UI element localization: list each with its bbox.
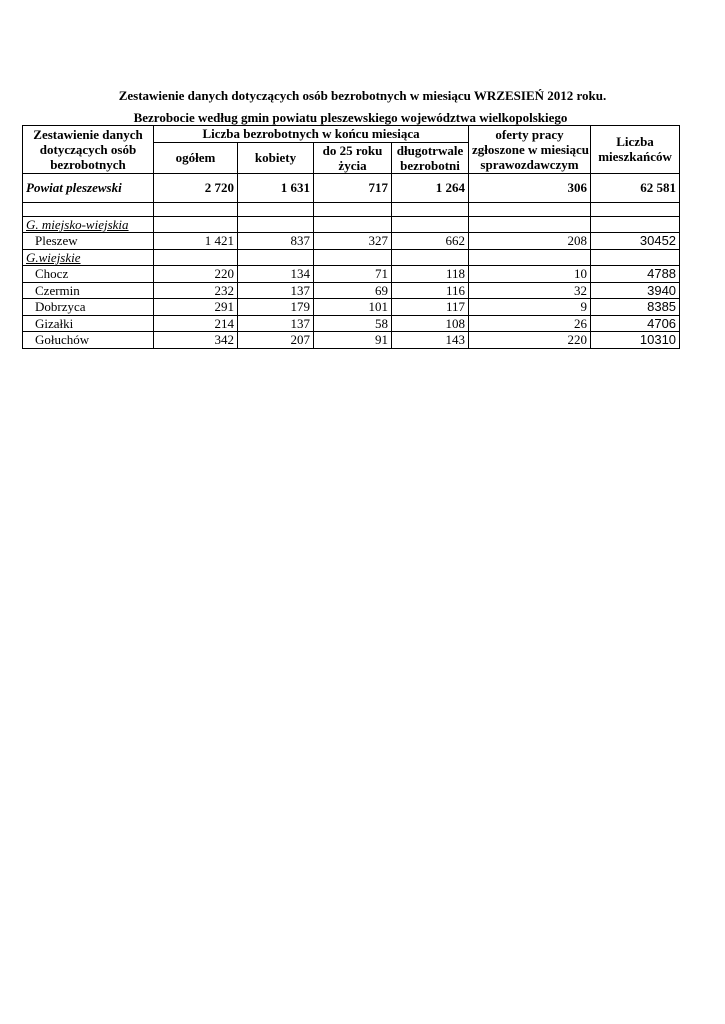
table-row-powiat <box>23 173 680 202</box>
cell-name: Chocz <box>23 266 154 283</box>
document-title: Zestawienie danych dotyczących osób bezrobotnych w miesiącu WRZESIEŃ 2012 roku. <box>118 88 607 103</box>
cell-ogolem: 342 <box>154 332 238 349</box>
header-zestawienie: Zestawienie danych dotyczących osób bezrobotnych <box>23 126 154 174</box>
cell-oferty: 10 <box>469 266 591 283</box>
cell-mieszk: 3940 <box>591 282 680 299</box>
cell-oferty: 26 <box>469 315 591 332</box>
cell-ogolem: 214 <box>154 315 238 332</box>
group-label: G. miejsko-wiejskia <box>23 216 154 233</box>
header-kobiety: kobiety <box>238 142 314 173</box>
cell-oferty: 220 <box>469 332 591 349</box>
header-mieszkancow: Liczba mieszkańców <box>591 126 680 174</box>
cell-name: Gołuchów <box>23 332 154 349</box>
cell-kobiety: 137 <box>238 282 314 299</box>
cell-do25: 58 <box>314 315 392 332</box>
cell-name: Gizałki <box>23 315 154 332</box>
cell-mieszk: 4788 <box>591 266 680 283</box>
cell-mieszk: 8385 <box>591 299 680 316</box>
table-subtitle: Bezrobocie według gmin powiatu pleszewskiego województwa wielkopolskiego <box>133 110 568 125</box>
cell-oferty: 306 <box>469 173 591 202</box>
cell-oferty: 9 <box>469 299 591 316</box>
header-oferty: oferty pracy zgłoszone w miesiącu sprawozdawczym <box>469 126 591 174</box>
table-row <box>23 332 680 349</box>
cell-name: Pleszew <box>23 233 154 250</box>
table-row-pleszew <box>23 233 680 250</box>
cell-kobiety: 1 631 <box>238 173 314 202</box>
cell-name: Czermin <box>23 282 154 299</box>
header-ogolem: ogółem <box>154 142 238 173</box>
header-dlugotrwale: długotrwale bezrobotni <box>392 142 469 173</box>
table-row-group-miejsko-wiejska <box>23 216 680 233</box>
cell-kobiety: 137 <box>238 315 314 332</box>
cell-ogolem: 291 <box>154 299 238 316</box>
cell-oferty: 208 <box>469 233 591 250</box>
table-row <box>23 299 680 316</box>
cell-do25: 91 <box>314 332 392 349</box>
cell-name: Dobrzyca <box>23 299 154 316</box>
cell-kobiety: 837 <box>238 233 314 250</box>
cell-dlugo: 116 <box>392 282 469 299</box>
cell-mieszk: 10310 <box>591 332 680 349</box>
table-row <box>23 282 680 299</box>
group-label: G.wiejskie <box>23 249 154 266</box>
table-row-group-wiejskie <box>23 249 680 266</box>
cell-ogolem: 2 720 <box>154 173 238 202</box>
cell-name: Powiat pleszewski <box>23 173 154 202</box>
unemployment-table <box>22 125 680 349</box>
cell-kobiety: 134 <box>238 266 314 283</box>
cell-dlugo: 117 <box>392 299 469 316</box>
cell-dlugo: 1 264 <box>392 173 469 202</box>
cell-do25: 71 <box>314 266 392 283</box>
table-row <box>23 266 680 283</box>
cell-mieszk: 4706 <box>591 315 680 332</box>
cell-oferty: 32 <box>469 282 591 299</box>
cell-do25: 101 <box>314 299 392 316</box>
cell-dlugo: 143 <box>392 332 469 349</box>
cell-dlugo: 118 <box>392 266 469 283</box>
cell-ogolem: 1 421 <box>154 233 238 250</box>
header-liczba-bezrobotnych: Liczba bezrobotnych w końcu miesiąca <box>154 126 469 143</box>
cell-dlugo: 662 <box>392 233 469 250</box>
cell-ogolem: 220 <box>154 266 238 283</box>
cell-mieszk: 62 581 <box>591 173 680 202</box>
cell-do25: 717 <box>314 173 392 202</box>
cell-dlugo: 108 <box>392 315 469 332</box>
cell-do25: 69 <box>314 282 392 299</box>
cell-do25: 327 <box>314 233 392 250</box>
header-do25: do 25 roku życia <box>314 142 392 173</box>
cell-kobiety: 207 <box>238 332 314 349</box>
table-row <box>23 315 680 332</box>
spacer-row <box>23 202 680 216</box>
cell-mieszk: 30452 <box>591 233 680 250</box>
cell-ogolem: 232 <box>154 282 238 299</box>
cell-kobiety: 179 <box>238 299 314 316</box>
